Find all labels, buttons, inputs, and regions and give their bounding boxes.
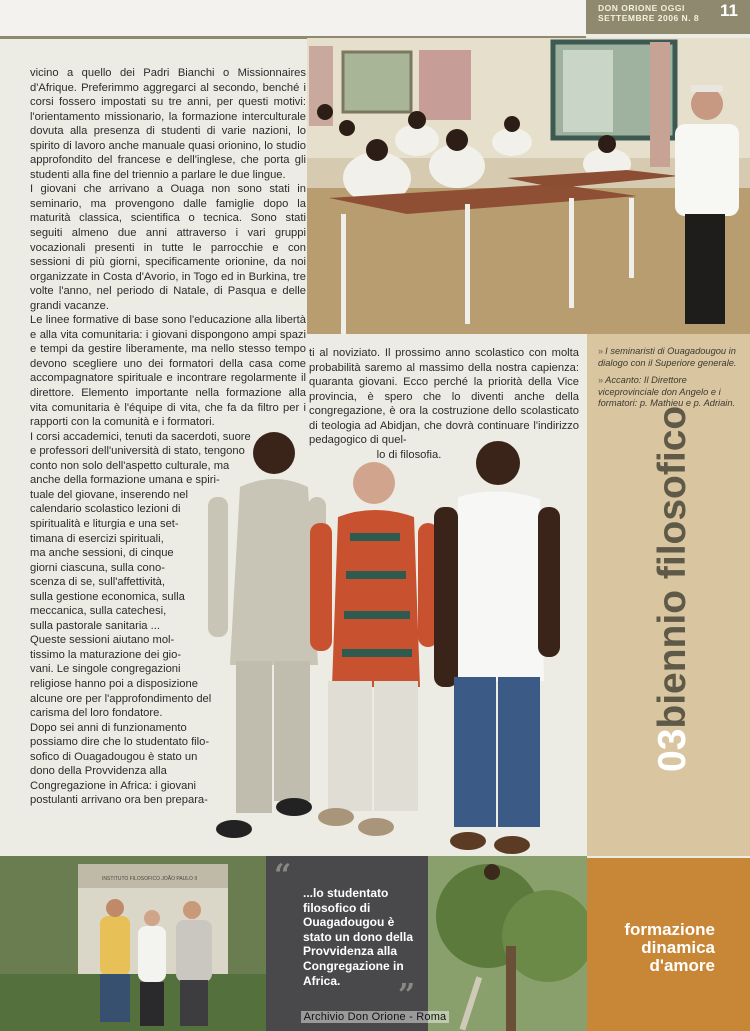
double-arrow-icon: » (598, 346, 604, 356)
sidebar (587, 334, 750, 856)
text-line: tissimo la maturazione dei gio- (30, 648, 182, 661)
quote-text: ...lo studentato filosofico di Ouagadougou è stato un dono della Provvidenza alla Congregazione in Africa. (303, 886, 413, 988)
text-line: meccanica, sulla catechesi, (30, 605, 167, 618)
text-line: postulanti arrivano ora ben prepara- (30, 794, 208, 807)
three-men-illustration (178, 425, 578, 855)
text-line: anche della formazione umana e spiri- (30, 474, 220, 487)
text-line: vani. Le singole congregazioni (30, 663, 181, 676)
group-photo (178, 425, 578, 855)
text-line: ma anche sessioni, di cinque (30, 547, 174, 560)
double-arrow-icon: » (598, 375, 604, 386)
text-line: I corsi accademici, tenuti da sacerdoti, suore (30, 430, 251, 443)
text-line: possiamo dire che lo studentato filo- (30, 736, 210, 749)
magazine-name: DON ORIONE OGGI (598, 3, 685, 13)
motto-line: dinamica (641, 938, 715, 957)
text-line: giorni ciascuna, sulla cono- (30, 561, 165, 574)
open-quote-icon: “ (274, 858, 292, 893)
article-paragraph: Le linee formative di base sono l'educazione alla libertà e alla vita comunitaria: i giovani dispongono ampi spazi e tempi da gestire liberamente, ma nello stesso tempo devono scegliere uno dei formatori della casa come accompagnatore spirituale e incontrare regolarmente il direttore. Elemento importante nella formazione alla vita comunitaria è l'équipe di vita, che fa da filtro per i rapporti con la comunità e i formatori. (30, 314, 306, 429)
text-line: tuale del giovane, inserendo nel (30, 488, 188, 501)
text-line: calendario scolastico lezioni di (30, 503, 181, 516)
tree-illustration (428, 856, 587, 1031)
article-last-line: lo di filosofia. (376, 448, 442, 461)
magazine-issue (598, 3, 699, 23)
motto-line: formazione (624, 920, 715, 939)
text-line: religiose hanno poi a disposizione (30, 677, 198, 690)
motto-box (587, 858, 750, 1031)
page-number: 11 (720, 1, 738, 20)
text-line: dono della Provvidenza alla (30, 765, 167, 778)
text-line: Dopo sei anni di funzionamento (30, 721, 187, 734)
issue-date: SETTEMBRE 2006 N. 8 (598, 13, 700, 23)
building-photo (0, 856, 266, 1031)
section-number: 03 (651, 728, 694, 772)
text-line: timana di esercizi spirituali, (30, 532, 164, 545)
header-box (586, 0, 750, 34)
section-name: biennio filosofico (651, 405, 694, 729)
text-line: alcune ore per l'approfondimento del (30, 692, 212, 705)
text-line: spiritualità e liturgia e una set- (30, 517, 179, 530)
text-line: conto non solo dell'aspetto culturale, ma (30, 459, 230, 472)
building-sign: INSTITUTO FILOSOFICO JOÃO PAULO II (102, 876, 198, 882)
text-line: sofico di Ouagadougou è stato un (30, 750, 198, 763)
archive-credit: Archivio Don Orione - Roma (0, 1011, 750, 1023)
text-line: e professori dell'università di stato, tengono (30, 445, 245, 458)
building-illustration (0, 856, 266, 1031)
article-paragraph: vicino a quello dei Padri Bianchi o Missionnaires d'Afrique. Preferimmo aggregarci al secondo, benché i corsi fossero impostati su tre anni, per questi motivi: l'orientamento missionario, la formazione interculturale dovuta alla presenza di studenti di varie nazioni, lo spirito di lavoro anche manuale quasi orionino, lo studio approfondito del francese e dell'inglese, che porta gli studenti alla fine del triennio a parlare le due lingue. (30, 67, 306, 181)
close-quote-icon: ” (398, 978, 416, 1013)
article-paragraph: ti al noviziato. Il prossimo anno scolastico con molta probabilità saremo al massimo della nostra capienza: quaranta giovani. Ecco perché la priorità della Vice provincia, è spero che lo diventi anche della congregazione, è ora la costruzione dello scolasticato di teologia ad Abidjan, che dovrà continuare l'indirizzo pedagogico di quel- (309, 347, 579, 447)
caption-group-photo: » Accanto: Il Direttore viceprovinciale don Angelo e i formatori: p. Mathieu e p. Adriain. (598, 375, 736, 409)
article-paragraph: I giovani che arrivano a Ouaga non sono stati in seminario, ma provengono dalle famiglie dopo la maturità classica, scientifica o tecnica. Sono stati seguiti almeno due anni attraverso i vari gruppi vocazionali presenti in tutte le parrocchie e con sessioni di più giorni, specificamente orionine, da noi organizzate in Costa d'Avorio, in Togo ed in Burkina, tre volte l'anno, nel periodo di Natale, di Pasqua e delle grandi vacanze. (30, 183, 306, 312)
pull-quote (266, 856, 428, 1031)
text-line: scenza di se, sull'affettività, (30, 576, 166, 589)
motto-text (587, 921, 715, 975)
header-strip (0, 0, 586, 36)
text-line: Queste sessioni aiutano mol- (30, 634, 175, 647)
text-line: carisma del loro fondatore. (30, 707, 163, 720)
text-line: sulla pastorale sanitaria ... (30, 619, 160, 632)
section-title (633, 272, 713, 772)
motto-line: d'amore (649, 956, 715, 975)
caption-top-photo: » I seminaristi di Ouagadougou in dialogo con il Superiore generale. (598, 346, 737, 368)
tree-photo (428, 856, 587, 1031)
text-line: Congregazione in Africa: i giovani (30, 779, 197, 792)
text-line: sulla gestione economica, sulla (30, 590, 185, 603)
